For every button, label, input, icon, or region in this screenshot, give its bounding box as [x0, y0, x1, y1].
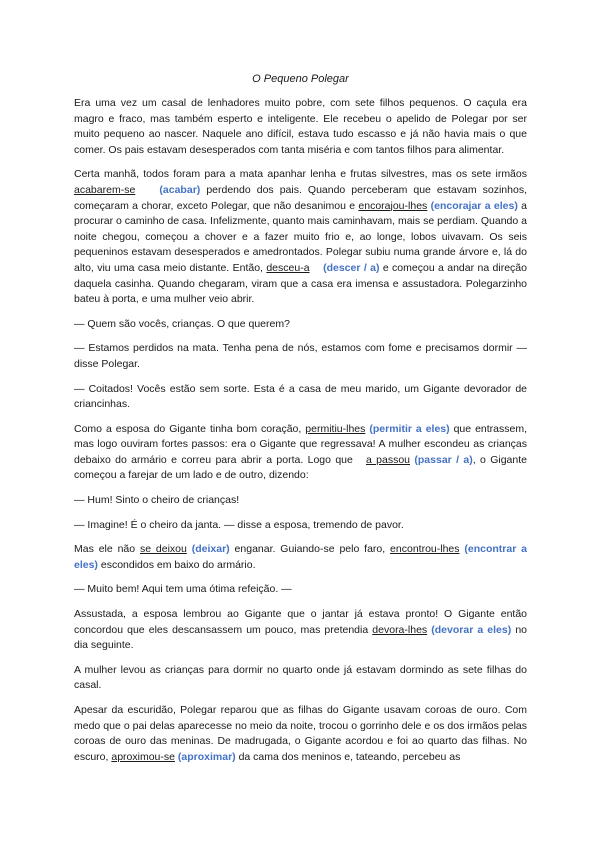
- paragraph-3: — Quem são vocês, crianças. O que querem?: [74, 317, 290, 330]
- text-segment: a procurar o caminho de casa. Infelizmente, quanto mais caminhavam, mais se perdiam. Quando a noite chegou, começou a chover e a fazer muito frio e, ao longe, lobos uivavam. Os seis pequeninos estavam desesperados e amedrontados. Polegar subiu numa grande árvore e, lá do alto, viu uma casa meio distante. Então,: [74, 199, 527, 274]
- paragraph-9: [74, 542, 527, 573]
- verb-hint: (devorar a eles): [431, 623, 512, 636]
- text-segment: e começou a andar na direção daquela casinha. Quando chegaram, viram que a casa era imensa e assustadora. Polegarzinho bateu à porta, e uma mulher veio abrir.: [74, 261, 527, 306]
- underlined-verb: devora-lhes: [372, 623, 428, 636]
- paragraph-1: Era uma vez um casal de lenhadores muito pobre, com sete filhos pequenos. O caçula era magro e fraco, mas também esperto e inteligente. Ele recebeu o apelido de Polegar por ser muito pequeno ao nascer. Naquele ano difícil, estava tudo escasso e já não havia mais o que comer. Os pais estavam desesperados com tanta miséria e com tantos filhos para alimentar.: [74, 97, 527, 156]
- underlined-verb: encorajou-lhes: [358, 199, 428, 212]
- paragraph-12: A mulher levou as crianças para dormir no quarto onde já estavam dormindo as sete filhas do casal.: [74, 663, 527, 692]
- verb-hint: (encorajar a eles): [430, 199, 518, 212]
- text-segment: Apesar da escuridão, Polegar reparou que as filhas do Gigante usavam coroas de ouro. Com medo que o pai delas aparecesse no meio da noite, trocou o gorrinho dele e os dos irmãos pelas coroas de ouro das meninas. De madrugada, o Gigante acordou e foi ao quarto das filhas. No escuro,: [74, 704, 527, 763]
- paragraph-13: [74, 703, 527, 765]
- paragraph-2: [74, 167, 527, 307]
- text-segment: que entrassem, mas logo ouviram fortes passos: era o Gigante que regressava! A mulher escondeu as crianças debaixo do armário e correu para abrir a porta. Logo que: [74, 422, 528, 466]
- verb-hint: (permitir a eles): [369, 422, 450, 435]
- verb-hint: (deixar): [191, 543, 230, 556]
- paragraph-11: [74, 607, 527, 654]
- text-segment: Como a esposa do Gigante tinha bom coração,: [74, 422, 306, 435]
- paragraph-7: — Hum! Sinto o cheiro de crianças!: [74, 494, 240, 507]
- paragraph-5: — Coitados! Vocês estão sem sorte. Esta é a casa de meu marido, um Gigante devorador de criancinhas.: [74, 382, 527, 411]
- verb-hint: (passar / a): [414, 453, 473, 466]
- story-title: O Pequeno Polegar: [252, 73, 349, 85]
- underlined-verb: acabarem-se: [74, 183, 136, 196]
- text-segment: , o Gigante começou a farejar de um lado e de outro, dizendo:: [74, 453, 527, 482]
- paragraph-8: — Imagine! É o cheiro da janta. — disse a esposa, tremendo de pavor.: [74, 518, 404, 531]
- verb-hint: (descer / a): [323, 261, 380, 274]
- underlined-verb: a passou: [365, 453, 411, 466]
- paragraph-6: [74, 422, 527, 484]
- verb-hint: (aproximar): [177, 750, 236, 763]
- underlined-verb: encontrou-lhes: [390, 543, 460, 556]
- underlined-verb: aproximou-se: [111, 750, 175, 763]
- paragraph-10: — Muito bem! Aqui tem uma ótima refeição. —: [74, 583, 292, 596]
- text-segment: Assustada, a esposa lembrou ao Gigante que o jantar já estava pronto! O Gigante então concordou que eles descansassem um pouco, mas pretendia: [74, 608, 527, 636]
- text-segment: Mas ele não: [74, 543, 140, 556]
- underlined-verb: desceu-a: [266, 261, 310, 274]
- text-segment: no dia seguinte.: [74, 623, 528, 652]
- verb-hint: (acabar): [159, 183, 201, 196]
- text-segment: enganar. Guiando-se pelo faro,: [229, 543, 391, 556]
- verb-hint: (encontrar a eles): [74, 543, 528, 571]
- paragraph-4: — Estamos perdidos na mata. Tenha pena de nós, estamos com fome e precisamos dormir — disse Polegar.: [74, 342, 527, 370]
- text-segment: escondidos em baixo do armário.: [97, 558, 256, 571]
- text-segment: Certa manhã, todos foram para a mata apanhar lenha e frutas silvestres, mas os sete irmãos: [74, 168, 527, 181]
- text-segment: perdendo dos pais. Quando perceberam que estavam sozinhos, começaram a chorar, exceto Polegar, que não desanimou e: [74, 183, 527, 212]
- underlined-verb: se deixou: [139, 543, 187, 556]
- text-segment: da cama dos meninos e, tateando, percebeu as: [235, 750, 461, 763]
- underlined-verb: permitiu-lhes: [305, 422, 366, 435]
